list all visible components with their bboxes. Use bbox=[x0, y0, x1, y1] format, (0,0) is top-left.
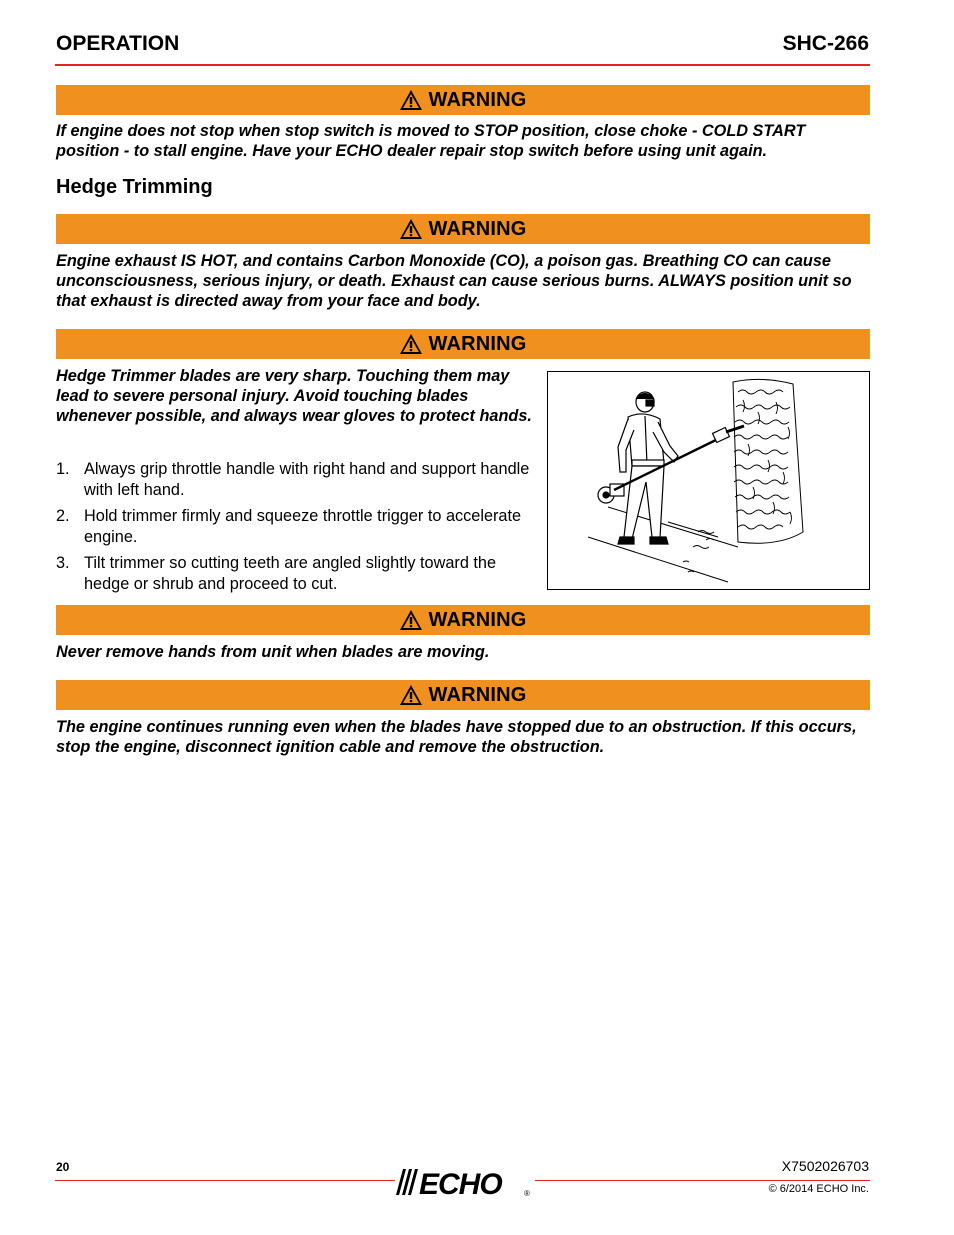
logo-text: ECHO bbox=[419, 1168, 502, 1199]
header-rule bbox=[55, 64, 870, 66]
instruction-list bbox=[56, 459, 536, 600]
warning-text: Never remove hands from unit when blades are moving. bbox=[56, 643, 490, 661]
warning-text: If engine does not stop when stop switch is moved to STOP position, close choke - COLD START position - to stall engine. Have your ECHO dealer repair stop switch before using unit again. bbox=[56, 122, 806, 160]
list-item bbox=[56, 459, 536, 501]
warning-label: WARNING bbox=[428, 88, 527, 111]
warning-banner bbox=[56, 605, 870, 635]
section-title-header: OPERATION bbox=[56, 32, 180, 55]
footer-rule bbox=[535, 1180, 870, 1181]
warning-triangle-icon bbox=[399, 333, 423, 355]
step-text: Tilt trimmer so cutting teeth are angled slightly toward the hedge or shrub and proceed to cut. bbox=[84, 554, 497, 593]
warning-label: WARNING bbox=[428, 332, 527, 355]
part-number: X7502026703 bbox=[781, 1158, 869, 1174]
warning-triangle-icon bbox=[399, 609, 423, 631]
model-number: SHC-266 bbox=[782, 32, 869, 55]
echo-logo bbox=[395, 1165, 535, 1199]
step-number: 1. bbox=[56, 460, 70, 478]
warning-banner bbox=[56, 85, 870, 115]
list-item bbox=[56, 506, 536, 548]
warning-banner bbox=[56, 329, 870, 359]
warning-label: WARNING bbox=[428, 683, 527, 706]
warning-triangle-icon bbox=[399, 89, 423, 111]
warning-triangle-icon bbox=[399, 218, 423, 240]
hedge-icon bbox=[683, 379, 803, 572]
warning-triangle-icon bbox=[399, 684, 423, 706]
warning-banner bbox=[56, 214, 870, 244]
copyright: © 6/2014 ECHO Inc. bbox=[768, 1183, 869, 1195]
step-text: Always grip throttle handle with right hand and support handle with left hand. bbox=[84, 460, 530, 499]
registered-mark: ® bbox=[524, 1189, 530, 1198]
warning-text: Engine exhaust IS HOT, and contains Carbon Monoxide (CO), a poison gas. Breathing CO can cause unconsciousness, serious injury, or death. Exhaust can cause serious burns. ALWAYS position unit so that exhaust is directed away from your face and body. bbox=[56, 252, 852, 310]
step-text: Hold trimmer firmly and squeeze throttle trigger to accelerate engine. bbox=[84, 507, 522, 546]
page-number: 20 bbox=[56, 1160, 70, 1174]
warning-text: The engine continues running even when the blades have stopped due to an obstruction. If this occurs, stop the engine, disconnect ignition cable and remove the obstruction. bbox=[56, 718, 857, 756]
step-number: 3. bbox=[56, 554, 70, 572]
step-number: 2. bbox=[56, 507, 70, 525]
warning-label: WARNING bbox=[428, 217, 527, 240]
list-item bbox=[56, 553, 536, 595]
operator-figure bbox=[598, 392, 678, 544]
hedge-trimming-illustration bbox=[547, 371, 870, 590]
warning-banner bbox=[56, 680, 870, 710]
footer-rule bbox=[55, 1180, 395, 1181]
warning-label: WARNING bbox=[428, 608, 527, 631]
section-heading: Hedge Trimming bbox=[56, 176, 213, 198]
warning-text: Hedge Trimmer blades are very sharp. Touching them may lead to severe personal injury. Avoid touching blades whenever possible, and always wear gloves to protect hands. bbox=[56, 367, 532, 425]
